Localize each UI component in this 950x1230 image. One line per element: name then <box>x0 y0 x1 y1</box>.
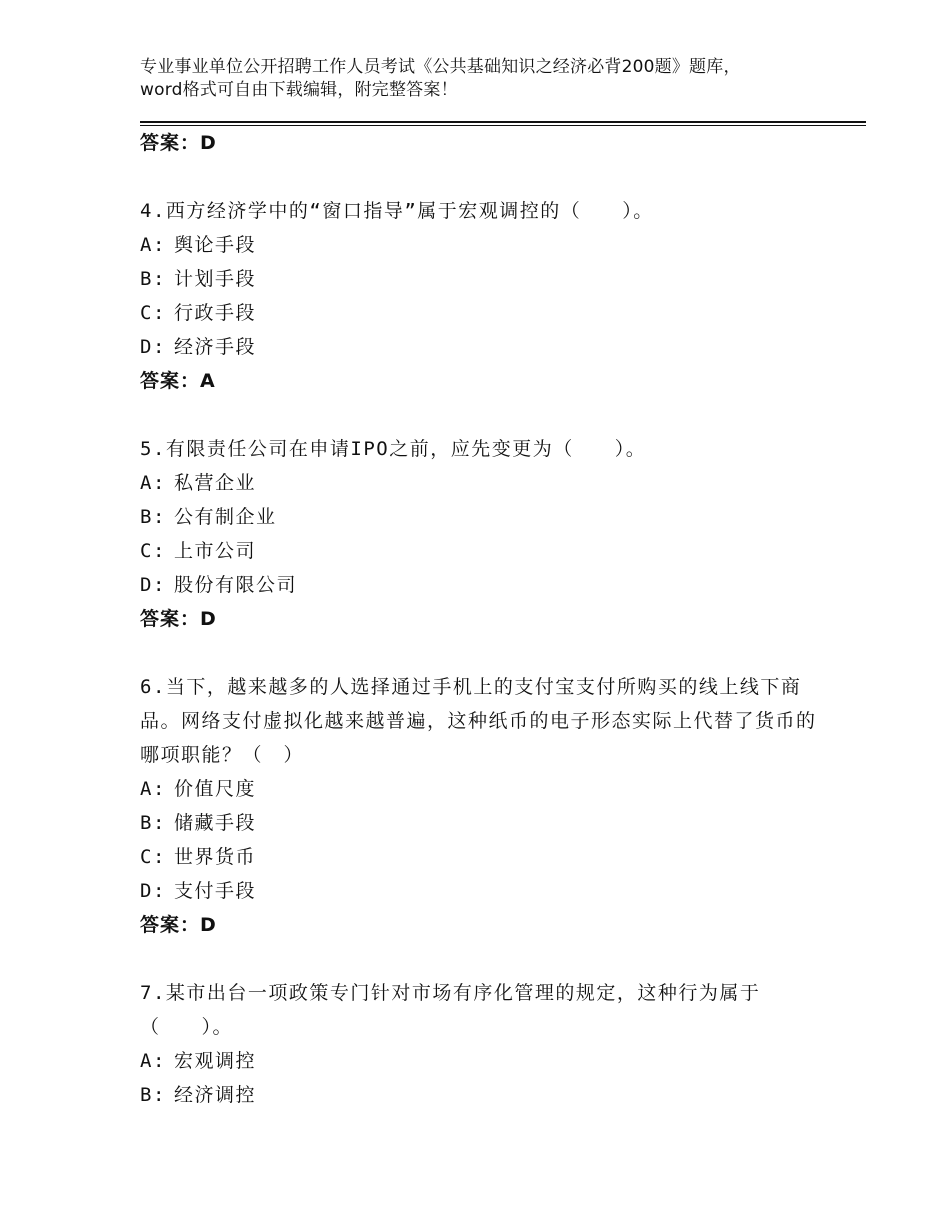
option-text: 计划手段 <box>174 268 257 290</box>
question-text: 4.西方经济学中的“窗口指导”属于宏观调控的（ ）。 <box>140 200 654 222</box>
question-text: 7.某市出台一项政策专门针对市场有序化管理的规定，这种行为属于（ ）。 <box>140 982 761 1038</box>
answer-line: 答案：D <box>140 914 217 936</box>
option-c <box>140 296 820 330</box>
option-letter: A: <box>140 778 166 800</box>
option-letter: D: <box>140 880 166 902</box>
option-b <box>140 806 820 840</box>
option-letter: D: <box>140 574 166 596</box>
option-text: 价值尺度 <box>174 778 257 800</box>
option-a <box>140 228 820 262</box>
question-text: 5.有限责任公司在申请IPO之前，应先变更为（ ）。 <box>140 438 647 460</box>
option-letter: B: <box>140 812 166 834</box>
option-letter: B: <box>140 1084 166 1106</box>
option-d <box>140 330 820 364</box>
option-a <box>140 1044 820 1078</box>
question-text: 6.当下，越来越多的人选择通过手机上的支付宝支付所购买的线上线下商品。网络支付虚拟化越来越普遍，这种纸币的电子形态实际上代替了货币的哪项职能？（ ） <box>140 676 817 766</box>
option-text: 宏观调控 <box>174 1050 257 1072</box>
option-text: 支付手段 <box>174 880 257 902</box>
option-letter: A: <box>140 1050 166 1072</box>
option-letter: B: <box>140 506 166 528</box>
option-d <box>140 568 820 602</box>
option-text: 经济调控 <box>174 1084 257 1106</box>
question-6 <box>140 670 820 942</box>
answer-line: 答案：A <box>140 370 216 392</box>
option-a <box>140 466 820 500</box>
question-list <box>140 126 820 1112</box>
option-text: 公有制企业 <box>174 506 277 528</box>
option-letter: B: <box>140 268 166 290</box>
option-text: 上市公司 <box>174 540 257 562</box>
option-letter: C: <box>140 540 166 562</box>
option-text: 储藏手段 <box>174 812 257 834</box>
option-text: 舆论手段 <box>174 234 257 256</box>
answer-line: 答案：D <box>140 132 217 154</box>
option-letter: A: <box>140 234 166 256</box>
option-d <box>140 874 820 908</box>
option-letter: D: <box>140 336 166 358</box>
question-4 <box>140 194 820 398</box>
document-header: 专业事业单位公开招聘工作人员考试《公共基础知识之经济必背200题》题库，word格式可自由下载编辑，附完整答案！ <box>140 57 741 100</box>
option-letter: C: <box>140 302 166 324</box>
option-letter: A: <box>140 472 166 494</box>
option-text: 私营企业 <box>174 472 257 494</box>
option-text: 世界货币 <box>174 846 257 868</box>
option-a <box>140 772 820 806</box>
option-c <box>140 840 820 874</box>
question-5 <box>140 432 820 636</box>
option-b <box>140 1078 820 1112</box>
option-text: 行政手段 <box>174 302 257 324</box>
option-text: 经济手段 <box>174 336 257 358</box>
option-text: 股份有限公司 <box>174 574 298 596</box>
option-letter: C: <box>140 846 166 868</box>
option-c <box>140 534 820 568</box>
question-7 <box>140 976 820 1112</box>
option-b <box>140 500 820 534</box>
option-b <box>140 262 820 296</box>
answer-line: 答案：D <box>140 608 217 630</box>
